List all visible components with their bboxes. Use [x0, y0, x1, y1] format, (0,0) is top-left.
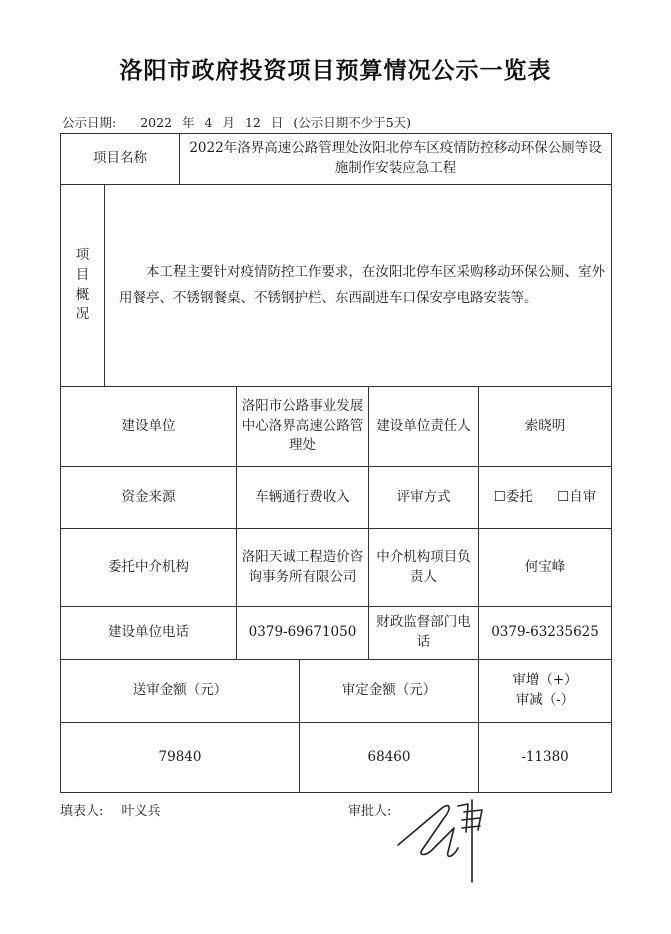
submitted-amount-value: 79840: [61, 723, 300, 793]
date-label: 公示日期:: [62, 115, 117, 130]
project-name-label: 项目名称: [61, 134, 180, 185]
date-year-unit: 年: [182, 115, 195, 130]
builder-phone-value: 0379-69671050: [237, 607, 369, 660]
budget-table: [60, 133, 612, 793]
finance-phone-value: 0379-63235625: [479, 607, 612, 660]
review-method-options: [479, 467, 612, 529]
builder-row: [61, 387, 612, 467]
amount-header-row: [61, 660, 612, 723]
builder-lead-label: 建设单位责任人: [369, 387, 479, 467]
page-title: 洛阳市政府投资项目预算情况公示一览表: [119, 58, 552, 84]
overview-text: 本工程主要针对疫情防控工作要求，在汝阳北停车区采购移动环保公厕、室外用餐亭、不锈钢餐桌、不锈钢护栏、东西副进车口保安亭电路安装等。: [105, 185, 612, 387]
date-month-unit: 月: [222, 115, 235, 130]
overview-label-char: 项: [75, 247, 90, 264]
filler-label: 填表人:: [60, 804, 104, 819]
builder-label: 建设单位: [61, 387, 237, 467]
funding-row: [61, 467, 612, 529]
funding-label: 资金来源: [61, 467, 237, 529]
overview-label-char: 概: [75, 286, 90, 303]
filler-name: 叶义兵: [121, 804, 161, 819]
agency-lead-value: 何宝峰: [479, 529, 612, 607]
phone-row: [61, 607, 612, 660]
date-day-unit: 日: [270, 115, 284, 130]
finance-phone-label: 财政监督部门电话: [369, 607, 479, 660]
builder-lead-value: 索晓明: [479, 387, 612, 467]
increase-decrease-label: [479, 660, 612, 723]
approver-signature: [392, 790, 512, 890]
agency-value: 洛阳天诚工程造价咨询事务所有限公司: [237, 529, 369, 607]
project-name-value: 2022年洛界高速公路管理处汝阳北停车区疫情防控移动环保公厕等设施制作安装应急工程: [180, 134, 612, 185]
increase-label: 审增（+）: [512, 672, 578, 689]
review-option-self[interactable]: ☐自审: [557, 488, 597, 505]
date-year: 2022: [140, 115, 173, 130]
funding-value: 车辆通行费收入: [237, 467, 369, 529]
approver-label: 审批人:: [348, 804, 392, 819]
amount-value-row: [61, 723, 612, 793]
builder-value: 洛阳市公路事业发展中心洛界高速公路管理处: [237, 387, 369, 467]
decrease-label: 审减（-）: [515, 692, 575, 708]
review-method-label: 评审方式: [369, 467, 479, 529]
amount-difference-value: -11380: [479, 723, 612, 793]
project-name-row: [61, 134, 612, 185]
date-note: (公示日期不少于5天): [293, 115, 412, 130]
agency-lead-label: 中介机构项目负责人: [369, 529, 479, 607]
approved-amount-label: 审定金额（元）: [300, 660, 479, 723]
review-option-delegate[interactable]: ☐委托: [493, 488, 533, 505]
publication-date: [62, 113, 417, 131]
approved-amount-value: 68460: [300, 723, 479, 793]
filler: [60, 800, 161, 819]
overview-label-char: 况: [75, 306, 90, 323]
agency-label: 委托中介机构: [61, 529, 237, 607]
date-month: 4: [204, 115, 213, 130]
agency-row: [61, 529, 612, 607]
overview-row: [61, 185, 612, 387]
overview-label: [61, 185, 105, 387]
overview-label-char: 目: [75, 266, 90, 283]
submitted-amount-label: 送审金额（元）: [61, 660, 300, 723]
builder-phone-label: 建设单位电话: [61, 607, 237, 660]
date-day: 12: [244, 115, 261, 130]
